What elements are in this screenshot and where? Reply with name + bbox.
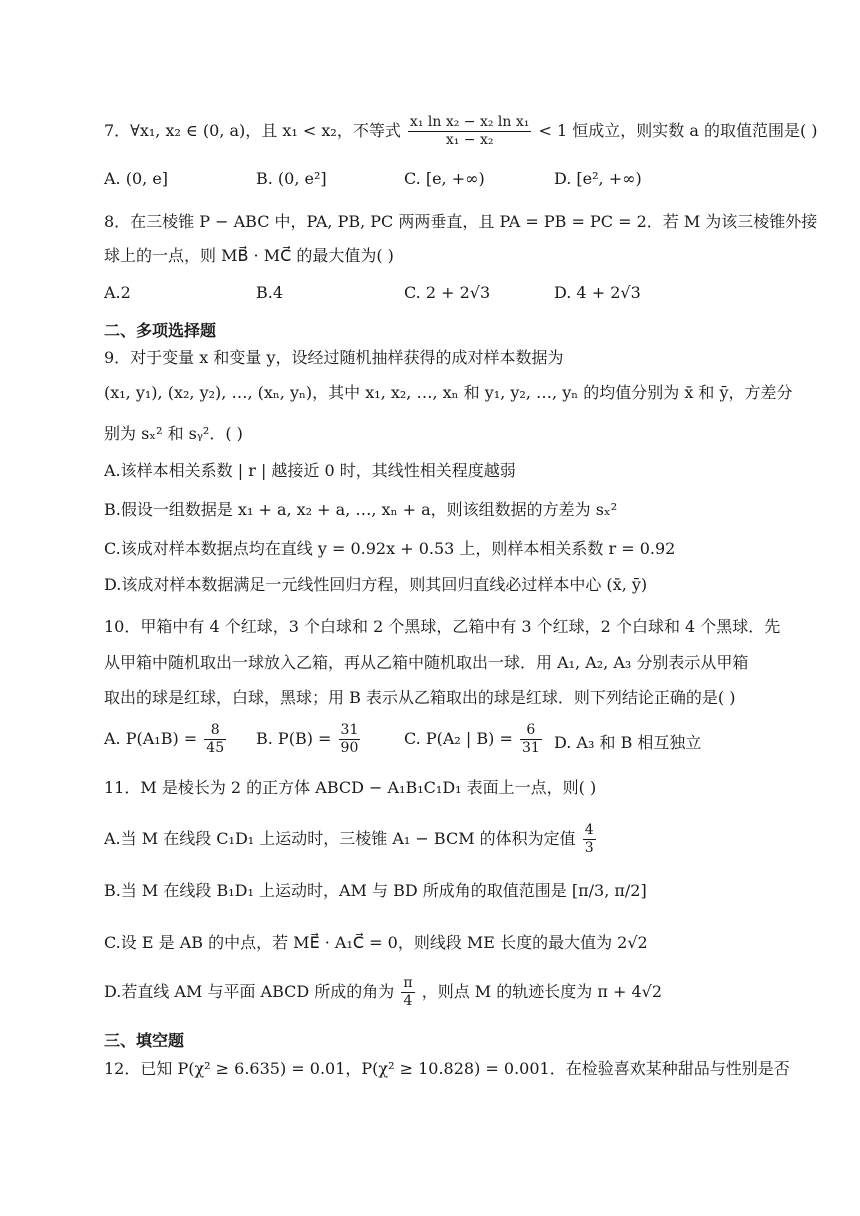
q10-line3: 取出的球是红球，白球，黑球；用 B 表示从乙箱取出的球是红球．则下列结论正确的是( ) bbox=[104, 688, 736, 707]
q8-line2: 球上的一点，则 MB⃗ · MC⃗ 的最大值为( ) bbox=[104, 246, 394, 265]
q10-option-a-num: 8 bbox=[204, 722, 226, 740]
q7-frac-den: x₁ − x₂ bbox=[445, 132, 494, 148]
q11-option-a bbox=[104, 822, 598, 857]
q11-option-b-range: [π/3, π/2] bbox=[571, 881, 647, 900]
q8-option-c: C. 2 + 2√3 bbox=[404, 283, 491, 302]
q10-option-b-fraction bbox=[339, 722, 361, 757]
q11-option-d-den: 4 bbox=[403, 993, 413, 1009]
section-fill-in-heading: 三、填空题 bbox=[104, 1031, 185, 1050]
q10-line2: 从甲箱中随机取出一球放入乙箱，再从乙箱中随机取出一球．用 A₁, A₂, A₃ 分别表示从甲箱 bbox=[104, 653, 749, 672]
q10-line1: 10．甲箱中有 4 个红球，3 个白球和 2 个黑球，乙箱中有 3 个红球，2 个白球和 4 个黑球．先 bbox=[104, 617, 781, 636]
q10-option-c-den: 31 bbox=[521, 740, 540, 756]
q9-option-d: D.该成对样本数据满足一元线性回归方程，则其回归直线必过样本中心 (x̄, ȳ) bbox=[104, 575, 648, 594]
q9-line2: (x₁, y₁), (x₂, y₂), …, (xₙ, yₙ)，其中 x₁, x₂, …, xₙ 和 y₁, y₂, …, yₙ 的均值分别为 x̄ 和 ȳ，方差分 bbox=[104, 383, 793, 402]
q9-option-b: B.假设一组数据是 x₁ + a, x₂ + a, …, xₙ + a，则该组数据的方差为 sₓ² bbox=[104, 500, 618, 519]
q12-line1: 12．已知 P(χ² ≥ 6.635) = 0.01，P(χ² ≥ 10.828) = 0.001．在检验喜欢某种甜品与性别是否 bbox=[104, 1059, 790, 1078]
q11-option-a-den: 3 bbox=[584, 840, 594, 856]
q10-option-a-fraction bbox=[204, 722, 226, 757]
q9-option-a: A.该样本相关系数 | r | 越接近 0 时，其线性相关程度越弱 bbox=[104, 461, 516, 480]
q8-option-a: A.2 bbox=[104, 283, 131, 302]
q10-option-c-fraction bbox=[520, 722, 542, 757]
q11-option-c: C.设 E 是 AB 的中点，若 ME⃗ · A₁C⃗ = 0，则线段 ME 长度的最大值为 2√2 bbox=[104, 933, 648, 952]
q9-line3: 别为 sₓ² 和 sᵧ²．( ) bbox=[104, 424, 243, 443]
q10-option-c-prefix: C. P(A₂ | B) = bbox=[404, 729, 513, 748]
q10-option-a-den: 45 bbox=[206, 740, 225, 756]
q7-option-b: B. (0, e²] bbox=[256, 169, 327, 188]
q7-option-c: C. [e, +∞) bbox=[404, 169, 485, 188]
q11-option-a-text: A.当 M 在线段 C₁D₁ 上运动时，三棱锥 A₁ − BCM 的体积为定值 bbox=[104, 829, 576, 848]
q10-option-b-den: 90 bbox=[340, 740, 359, 756]
q11-option-b-text: B.当 M 在线段 B₁D₁ 上运动时，AM 与 BD 所成角的取值范围是 bbox=[104, 881, 567, 900]
q11-line1: 11．M 是棱长为 2 的正方体 ABCD − A₁B₁C₁D₁ 表面上一点，则( ) bbox=[104, 778, 597, 797]
q10-option-b-prefix: B. P(B) = bbox=[256, 729, 332, 748]
q11-option-a-num: 4 bbox=[584, 822, 594, 838]
q10-option-c bbox=[404, 722, 544, 757]
q10-option-a-prefix: A. P(A₁B) = bbox=[104, 729, 198, 748]
q7-option-d: D. [e², +∞) bbox=[554, 169, 642, 188]
q11-option-a-fraction bbox=[583, 822, 596, 857]
q11-option-d bbox=[104, 975, 662, 1010]
q7-option-a: A. (0, e] bbox=[104, 169, 169, 188]
q9-line1: 9．对于变量 x 和变量 y，设经过随机抽样获得的成对样本数据为 bbox=[104, 348, 564, 367]
q7-fraction bbox=[408, 114, 531, 149]
q7-stem bbox=[104, 114, 818, 149]
q11-option-b bbox=[104, 880, 647, 902]
q10-option-b-num: 31 bbox=[340, 722, 359, 738]
q9-option-c: C.该成对样本数据点均在直线 y = 0.92x + 0.53 上，则样本相关系数 r = 0.92 bbox=[104, 539, 676, 558]
q8-option-d: D. 4 + 2√3 bbox=[554, 283, 641, 302]
q8-line1: 8．在三棱锥 P − ABC 中，PA, PB, PC 两两垂直，且 PA = PB = PC = 2．若 M 为该三棱锥外接 bbox=[104, 212, 818, 231]
q10-option-b bbox=[256, 722, 362, 757]
q11-option-d-fraction bbox=[401, 975, 414, 1010]
q8-option-b: B.4 bbox=[256, 283, 284, 302]
section-multiple-choice-heading: 二、多项选择题 bbox=[104, 321, 217, 340]
q10-option-c-num: 6 bbox=[520, 722, 542, 740]
q10-option-a bbox=[104, 722, 228, 757]
q11-option-d-tail: ，则点 M 的轨迹长度为 π + 4√2 bbox=[421, 982, 662, 1001]
q11-option-d-num: π bbox=[403, 975, 413, 991]
q7-frac-num: x₁ ln x₂ − x₂ ln x₁ bbox=[409, 114, 530, 130]
q10-option-d: D. A₃ 和 B 相互独立 bbox=[554, 733, 702, 752]
q11-option-d-text: D.若直线 AM 与平面 ABCD 所成的角为 bbox=[104, 982, 395, 1001]
q7-text-b: < 1 恒成立，则实数 a 的取值范围是( ) bbox=[538, 121, 818, 140]
q7-text-a: 7．∀x₁, x₂ ∈ (0, a)，且 x₁ < x₂，不等式 bbox=[104, 121, 401, 140]
